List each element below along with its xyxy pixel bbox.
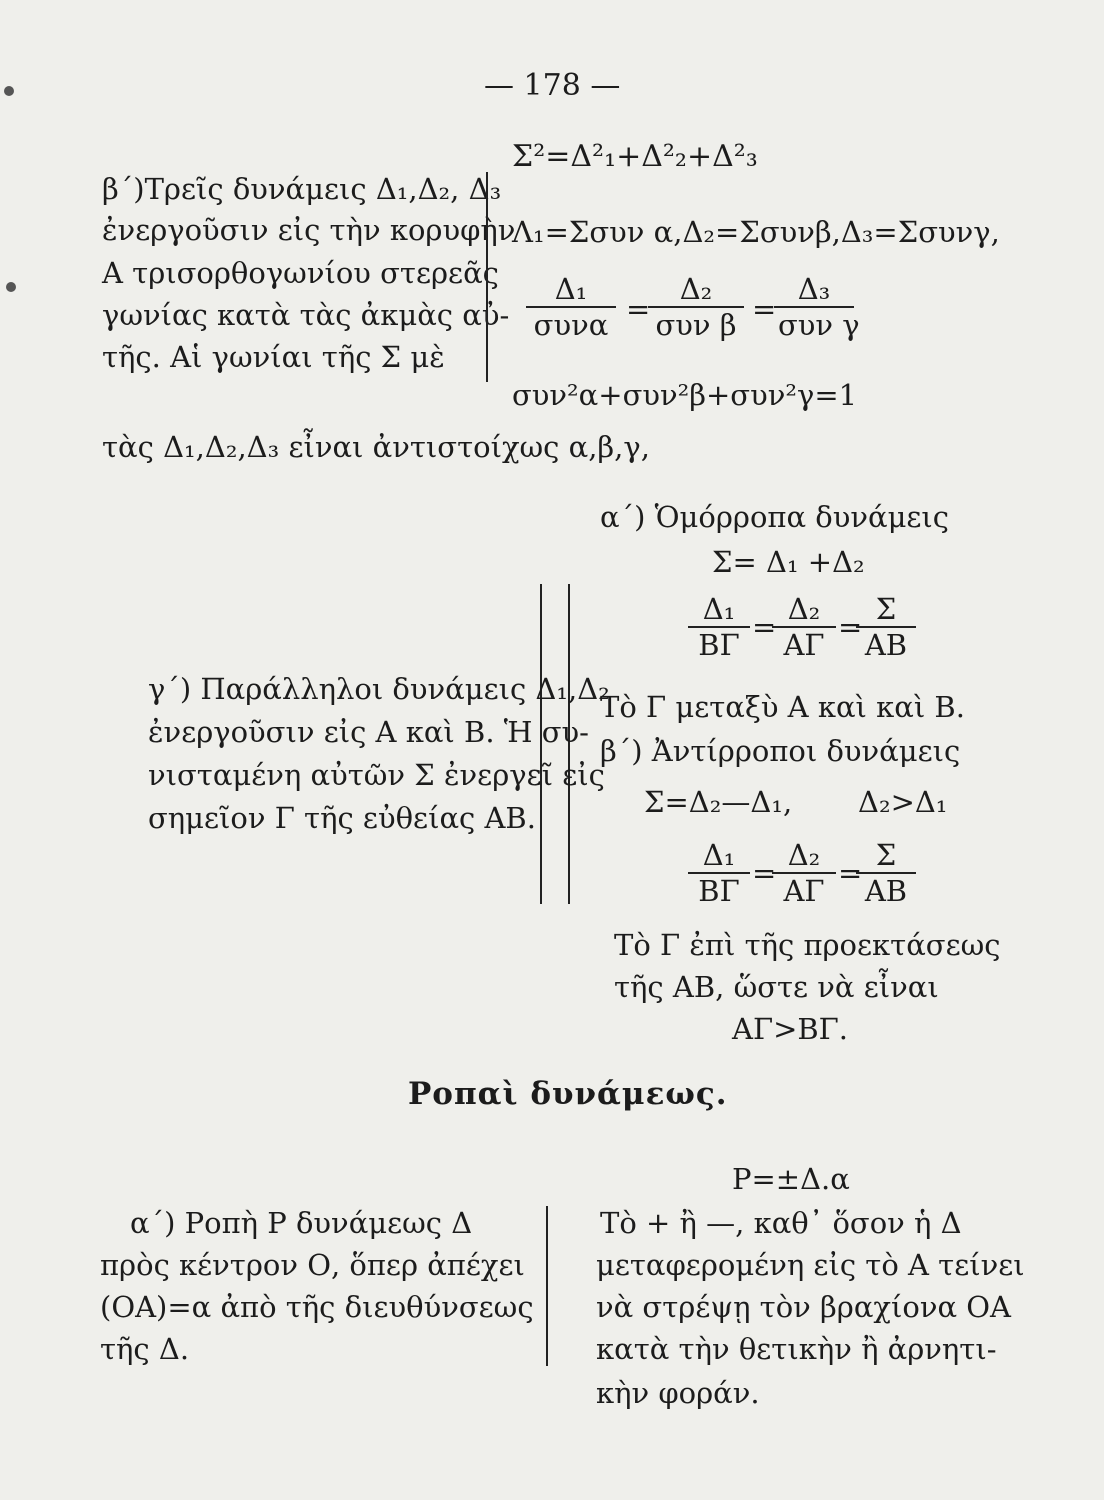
case-beta-inequality: Δ₂>Δ₁ <box>858 785 948 819</box>
equals-sign: = <box>838 856 863 890</box>
moment-text-line: α΄) Ροπὴ Ρ δυνάμεως Δ <box>130 1206 473 1240</box>
margin-mark <box>6 282 16 292</box>
case-beta-note-line: ΑΓ>ΒΓ. <box>732 1012 849 1046</box>
numerator: Δ₂ <box>648 272 744 308</box>
margin-mark <box>4 86 14 96</box>
moment-explanation-line: κὴν φοράν. <box>596 1376 760 1410</box>
components-formula: Λ₁=Σσυν α,Δ₂=Σσυνβ,Δ₃=Σσυνγ, <box>512 215 1000 249</box>
denominator: ΒΓ <box>698 874 740 908</box>
moment-explanation-line: κατὰ τὴν θετικὴν ἢ ἀρνητι- <box>596 1332 997 1366</box>
moment-formula: Ρ=±Δ.α <box>732 1162 850 1196</box>
numerator: Δ₂ <box>772 592 836 628</box>
beta-text-line: γωνίας κατὰ τὰς ἀκμὰς αὐ- <box>102 298 510 332</box>
fraction <box>772 592 836 662</box>
denominator: ΒΓ <box>698 628 740 662</box>
numerator: Δ₁ <box>688 592 750 628</box>
beta-text-line: Α τρισορθογωνίου στερεᾶς <box>102 256 499 290</box>
gamma-text-line: σημεῖον Γ τῆς εὐθείας ΑΒ. <box>148 801 536 835</box>
resultant-square-formula: Σ²=Δ²₁+Δ²₂+Δ²₃ <box>512 139 758 174</box>
equals-sign: = <box>838 610 863 644</box>
equals-sign: = <box>626 292 651 326</box>
denominator: συν β <box>655 308 737 342</box>
moment-explanation-line: νὰ στρέψῃ τὸν βραχίονα ΟΑ <box>596 1290 1011 1324</box>
fraction <box>688 592 750 662</box>
beta-text-line: ἐνεργοῦσιν εἰς τὴν κορυφὴν <box>102 213 516 247</box>
brace <box>486 172 488 382</box>
numerator: Σ <box>856 838 916 874</box>
gamma-text-line: νισταμένη αὐτῶν Σ ἐνεργεῖ εἰς <box>148 758 605 792</box>
beta-text-line: τῆς. Αἱ γωνίαι τῆς Σ μὲ <box>102 340 445 374</box>
fraction <box>688 838 750 908</box>
case-alpha-sum: Σ= Δ₁ +Δ₂ <box>712 545 865 579</box>
moment-explanation-line: μεταφερομένη εἰς τὸ Α τείνει <box>596 1248 1025 1282</box>
moment-text-line: τῆς Δ. <box>100 1332 190 1366</box>
case-alpha-note: Τὸ Γ μεταξὺ Α καὶ καὶ Β. <box>600 690 965 724</box>
case-beta-note-line: Τὸ Γ ἐπὶ τῆς προεκτάσεως <box>614 928 1001 962</box>
fraction <box>856 838 916 908</box>
numerator: Δ₂ <box>772 838 836 874</box>
fraction <box>526 272 616 342</box>
fraction <box>856 592 916 662</box>
numerator: Σ <box>856 592 916 628</box>
fraction <box>648 272 744 342</box>
fraction <box>772 838 836 908</box>
brace <box>546 1206 548 1366</box>
numerator: Δ₃ <box>774 272 854 308</box>
equals-sign: = <box>752 292 777 326</box>
denominator: ΑΓ <box>783 874 825 908</box>
case-beta-note-line: τῆς ΑΒ, ὥστε νὰ εἶναι <box>614 970 939 1004</box>
denominator: συνα <box>533 308 609 342</box>
denominator: συν γ <box>778 308 860 342</box>
denominator: ΑΒ <box>864 628 908 662</box>
page-number: — 178 — <box>484 68 621 103</box>
equals-sign: = <box>752 856 777 890</box>
section-heading: Ροπαὶ δυνάμεως. <box>408 1076 728 1112</box>
moment-explanation-line: Τὸ + ἢ —, καθ᾽ ὅσον ἡ Δ <box>600 1206 962 1240</box>
numerator: Δ₁ <box>688 838 750 874</box>
moment-text-line: (ΟΑ)=α ἀπὸ τῆς διευθύνσεως <box>100 1290 534 1324</box>
gamma-text-line: γ΄) Παράλληλοι δυνάμεις Δ₁,Δ₂ <box>148 672 610 706</box>
case-beta-difference: Σ=Δ₂—Δ₁, <box>644 785 793 819</box>
case-alpha-title: α΄) Ὁμόρροπα δυνάμεις <box>600 500 950 534</box>
equals-sign: = <box>752 610 777 644</box>
cosine-identity: συν²α+συν²β+συν²γ=1 <box>512 378 858 412</box>
moment-text-line: πρὸς κέντρον Ο, ὅπερ ἀπέχει <box>100 1248 525 1282</box>
fraction <box>774 272 860 342</box>
numerator: Δ₁ <box>526 272 616 308</box>
angles-line: τὰς Δ₁,Δ₂,Δ₃ εἶναι ἀντιστοίχως α,β,γ, <box>102 430 650 464</box>
denominator: ΑΒ <box>864 874 908 908</box>
case-beta-title: β΄) Ἀντίρροποι δυνάμεις <box>600 734 961 768</box>
denominator: ΑΓ <box>783 628 825 662</box>
gamma-text-line: ἐνεργοῦσιν εἰς Α καὶ Β. Ἡ συ- <box>148 715 589 749</box>
beta-text-line: β΄)Τρεῖς δυνάμεις Δ₁,Δ₂, Δ₃ <box>102 172 502 206</box>
